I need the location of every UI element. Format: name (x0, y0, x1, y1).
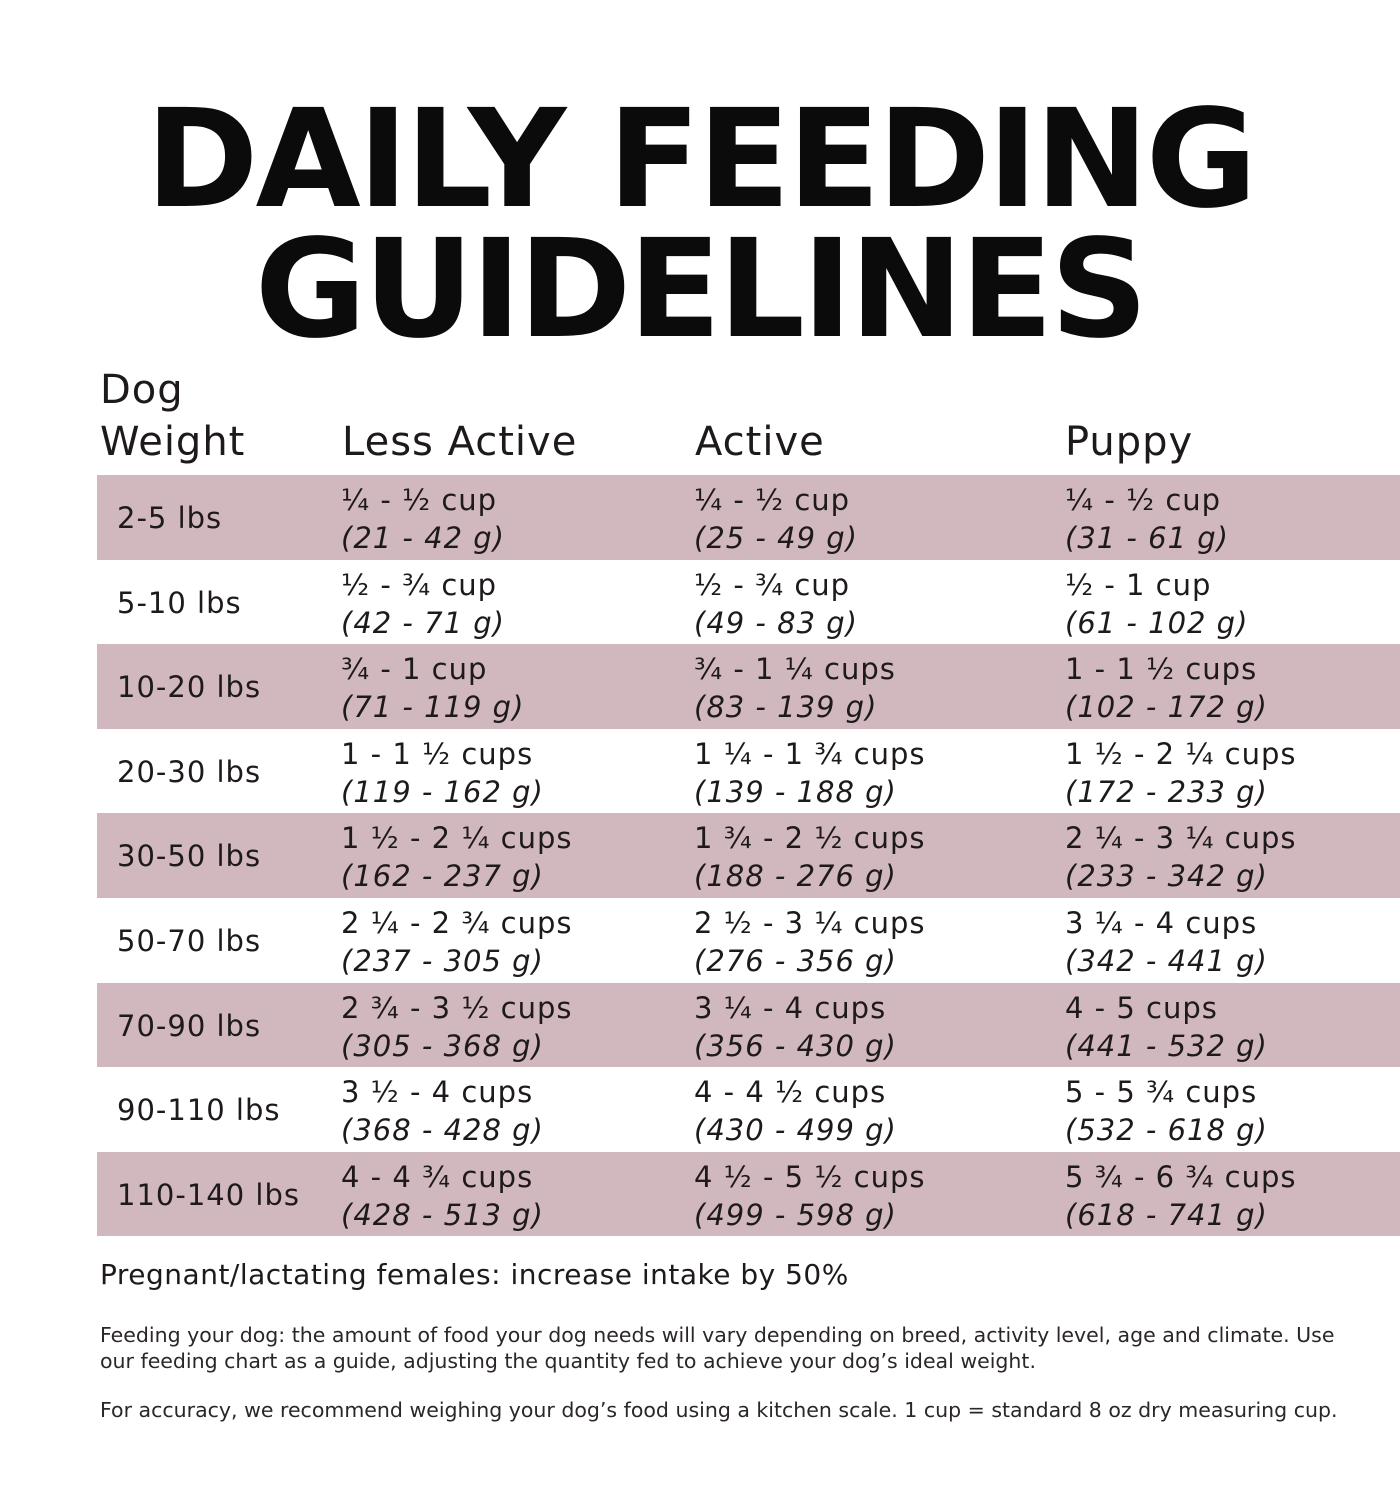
puppy-cell (1065, 566, 1248, 642)
active-cups: ½ - ¾ cup (694, 567, 851, 602)
less-active-grams: (119 - 162 g) (341, 774, 544, 809)
weight-cell: 20-30 lbs (117, 754, 262, 789)
puppy-cups: 4 - 5 cups (1065, 990, 1218, 1025)
less-active-grams: (428 - 513 g) (341, 1197, 544, 1232)
weight-cell: 2-5 lbs (117, 501, 223, 535)
less-active-cell (341, 989, 573, 1065)
column-header-active: Active (695, 419, 825, 465)
less-active-cups: 4 - 4 ¾ cups (341, 1159, 534, 1194)
puppy-cell (1065, 1158, 1297, 1234)
puppy-cell (1065, 735, 1297, 811)
less-active-cups: ½ - ¾ cup (341, 567, 498, 602)
active-cell (694, 904, 926, 980)
less-active-grams: (71 - 119 g) (341, 690, 525, 725)
less-active-cups: ¾ - 1 cup (341, 652, 488, 687)
active-grams: (49 - 83 g) (694, 605, 858, 640)
table-row (97, 898, 1400, 983)
less-active-grams: (42 - 71 g) (341, 605, 505, 640)
page-title-line-2: GUIDELINES (254, 211, 1146, 369)
puppy-cell (1065, 481, 1229, 557)
column-header-dog-weight-line-2: Weight (100, 419, 246, 465)
active-grams: (430 - 499 g) (694, 1113, 897, 1148)
less-active-cups: 1 - 1 ½ cups (341, 736, 534, 771)
active-cups: ¾ - 1 ¼ cups (694, 652, 896, 687)
less-active-cell (341, 566, 505, 642)
less-active-cups: 2 ¼ - 2 ¾ cups (341, 905, 573, 940)
active-cell (694, 481, 858, 557)
active-grams: (188 - 276 g) (694, 859, 897, 894)
active-cell (694, 819, 926, 895)
less-active-cups: 2 ¾ - 3 ½ cups (341, 990, 573, 1025)
weight-cell: 5-10 lbs (117, 585, 242, 620)
active-cups: ¼ - ½ cup (694, 483, 851, 517)
puppy-grams: (342 - 441 g) (1065, 943, 1268, 978)
active-cell (694, 1158, 926, 1234)
active-cups: 4 - 4 ½ cups (694, 1075, 887, 1110)
weight-cell: 30-50 lbs (117, 839, 262, 874)
less-active-cell (341, 735, 544, 811)
active-grams: (499 - 598 g) (694, 1197, 897, 1232)
active-grams: (25 - 49 g) (694, 521, 858, 555)
puppy-cell (1065, 819, 1297, 895)
puppy-cups: 1 ½ - 2 ¼ cups (1065, 736, 1297, 771)
active-grams: (139 - 188 g) (694, 774, 897, 809)
active-cell (694, 650, 896, 726)
puppy-grams: (233 - 342 g) (1065, 859, 1268, 894)
puppy-grams: (532 - 618 g) (1065, 1113, 1268, 1148)
accuracy-paragraph: For accuracy, we recommend weighing your dog’s food using a kitchen scale. 1 cup = standard 8 oz dry measuring cup. (100, 1398, 1338, 1422)
active-grams: (276 - 356 g) (694, 943, 897, 978)
table-row (97, 560, 1400, 645)
feeding-table (97, 475, 1400, 1236)
table-row (97, 729, 1400, 814)
active-cell (694, 989, 897, 1065)
table-row (97, 644, 1400, 729)
table-row (97, 813, 1400, 898)
active-grams: (356 - 430 g) (694, 1028, 897, 1063)
less-active-cell (341, 819, 573, 895)
weight-cell: 90-110 lbs (117, 1093, 281, 1128)
less-active-cell (341, 1158, 544, 1234)
puppy-cell (1065, 650, 1268, 726)
puppy-cups: 2 ¼ - 3 ¼ cups (1065, 821, 1297, 856)
column-header-dog-weight (100, 364, 245, 468)
puppy-grams: (172 - 233 g) (1065, 774, 1268, 809)
puppy-cups: 3 ¼ - 4 cups (1065, 905, 1258, 940)
less-active-cell (341, 1073, 544, 1149)
puppy-grams: (61 - 102 g) (1065, 605, 1249, 640)
puppy-cell (1065, 989, 1268, 1065)
puppy-cups: 5 ¾ - 6 ¾ cups (1065, 1159, 1297, 1194)
page-title-line-1: DAILY FEEDING (145, 81, 1255, 239)
less-active-grams: (368 - 428 g) (341, 1113, 544, 1148)
weight-cell: 110-140 lbs (117, 1177, 300, 1212)
weight-cell: 50-70 lbs (117, 923, 262, 958)
active-cups: 4 ½ - 5 ½ cups (694, 1159, 926, 1194)
puppy-grams: (31 - 61 g) (1065, 521, 1229, 555)
table-row (97, 983, 1400, 1068)
less-active-cups: 3 ½ - 4 cups (341, 1075, 534, 1110)
puppy-cell (1065, 904, 1268, 980)
puppy-grams: (102 - 172 g) (1065, 690, 1268, 725)
puppy-cell (1065, 1073, 1268, 1149)
weight-cell: 10-20 lbs (117, 670, 262, 705)
active-cell (694, 566, 858, 642)
active-cups: 3 ¼ - 4 cups (694, 990, 887, 1025)
column-header-dog-weight-line-1: Dog (100, 367, 184, 413)
puppy-cups: ½ - 1 cup (1065, 567, 1212, 602)
table-row (97, 1067, 1400, 1152)
active-cups: 1 ¼ - 1 ¾ cups (694, 736, 926, 771)
less-active-grams: (305 - 368 g) (341, 1028, 544, 1063)
less-active-grams: (237 - 305 g) (341, 943, 544, 978)
column-header-puppy: Puppy (1065, 419, 1194, 465)
column-header-less-active: Less Active (342, 419, 578, 465)
less-active-grams: (21 - 42 g) (341, 521, 505, 555)
pregnant-note: Pregnant/lactating females: increase intake by 50% (100, 1258, 849, 1291)
less-active-cell (341, 481, 505, 557)
less-active-cups: 1 ½ - 2 ¼ cups (341, 821, 573, 856)
active-cups: 1 ¾ - 2 ½ cups (694, 821, 926, 856)
puppy-cups: 5 - 5 ¾ cups (1065, 1075, 1258, 1110)
puppy-cups: 1 - 1 ½ cups (1065, 652, 1258, 687)
weight-cell: 70-90 lbs (117, 1008, 262, 1043)
active-cups: 2 ½ - 3 ¼ cups (694, 905, 926, 940)
puppy-grams: (441 - 532 g) (1065, 1028, 1268, 1063)
active-grams: (83 - 139 g) (694, 690, 878, 725)
puppy-grams: (618 - 741 g) (1065, 1197, 1268, 1232)
less-active-grams: (162 - 237 g) (341, 859, 544, 894)
feeding-paragraph: Feeding your dog: the amount of food your dog needs will vary depending on breed, activity level, age and climate. Use our feeding chart as a guide, adjusting the quantity fed to achieve your dog’s ideal weight. (100, 1323, 1335, 1373)
table-row (97, 1152, 1400, 1237)
less-active-cups: ¼ - ½ cup (341, 483, 498, 517)
puppy-cups: ¼ - ½ cup (1065, 483, 1222, 517)
table-row (97, 475, 1400, 560)
active-cell (694, 735, 926, 811)
less-active-cell (341, 650, 524, 726)
active-cell (694, 1073, 897, 1149)
less-active-cell (341, 904, 573, 980)
